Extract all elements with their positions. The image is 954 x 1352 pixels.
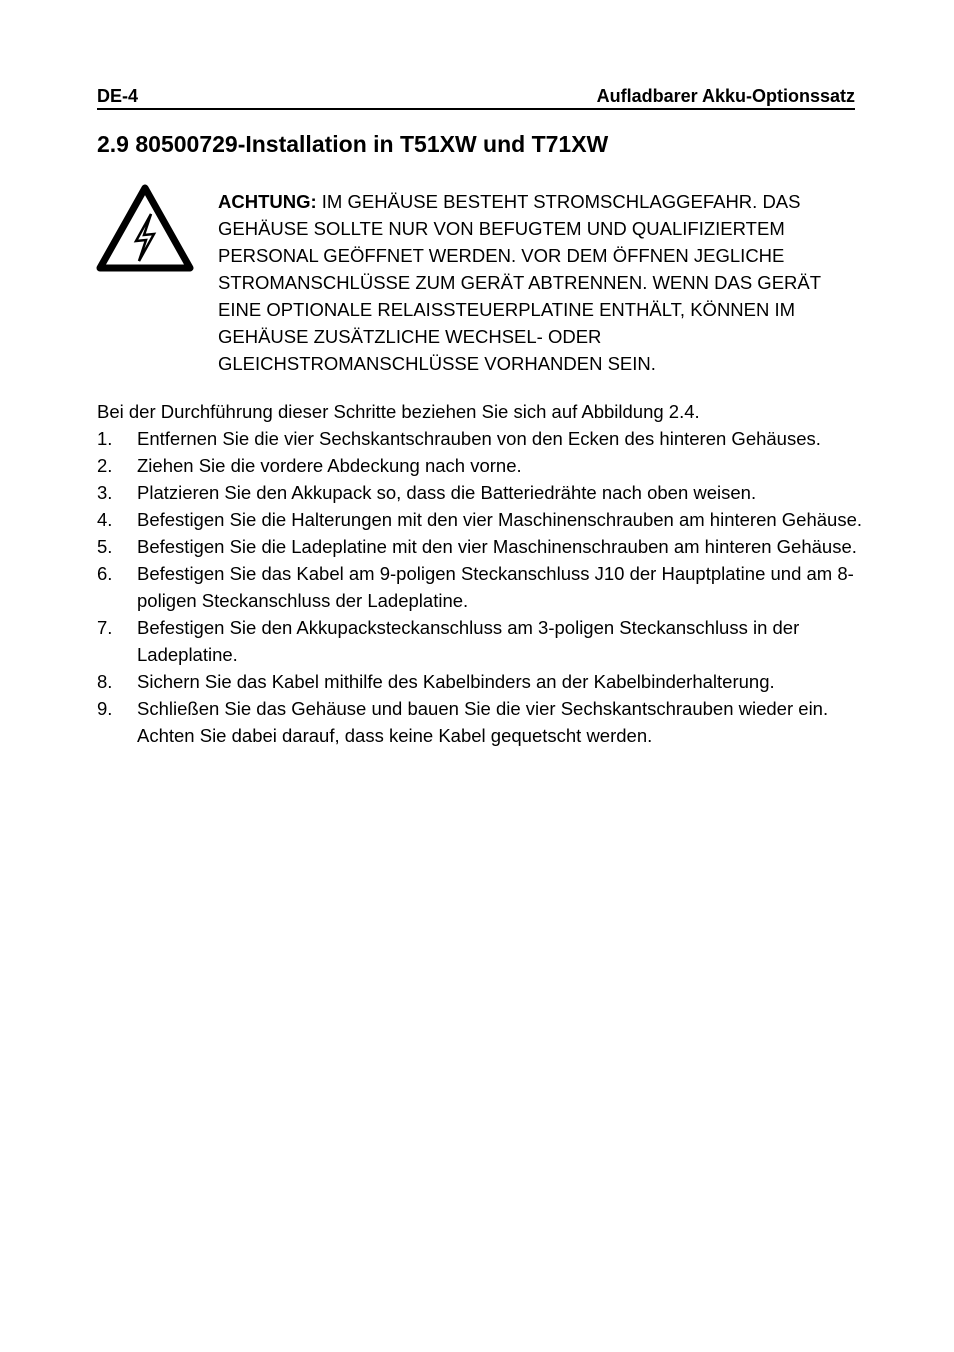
step-number: 4. xyxy=(97,509,113,530)
page-header xyxy=(97,84,855,110)
electrical-hazard-warning-icon xyxy=(95,183,195,273)
step-text: Ziehen Sie die vordere Abdeckung nach vorne. xyxy=(137,455,522,476)
page-number: DE-4 xyxy=(97,86,139,106)
step-text: Platzieren Sie den Akkupack so, dass die Batteriedrähte nach oben weisen. xyxy=(137,482,757,503)
list-item xyxy=(97,533,862,560)
intro-paragraph: Bei der Durchführung dieser Schritte beziehen Sie sich auf Abbildung 2.4. xyxy=(97,401,700,422)
section-title: 2.9 80500729-Installation in T51XW und T71XW xyxy=(97,131,609,157)
step-number: 3. xyxy=(97,482,113,503)
step-text: Befestigen Sie das Kabel am 9-poligen Steckanschluss J10 der Hauptplatine und am 8-poligen Steckanschluss der Ladeplatine. xyxy=(137,563,854,611)
step-number: 2. xyxy=(97,455,113,476)
step-text: Befestigen Sie die Ladeplatine mit den vier Maschinenschrauben am hinteren Gehäuse. xyxy=(137,536,857,557)
step-text: Schließen Sie das Gehäuse und bauen Sie die vier Sechskantschrauben wieder ein. Achten Sie dabei darauf, dass keine Kabel gequetscht werden. xyxy=(137,698,829,746)
step-text: Entfernen Sie die vier Sechskantschrauben von den Ecken des hinteren Gehäuses. xyxy=(137,428,821,449)
step-text: Befestigen Sie die Halterungen mit den vier Maschinenschrauben am hinteren Gehäuse. xyxy=(137,509,863,530)
list-item xyxy=(97,479,862,506)
step-number: 9. xyxy=(97,698,113,719)
step-number: 8. xyxy=(97,671,113,692)
step-number: 7. xyxy=(97,617,113,638)
installation-steps xyxy=(97,425,862,749)
warning-notice xyxy=(218,188,858,377)
step-text: Sichern Sie das Kabel mithilfe des Kabelbinders an der Kabelbinderhalterung. xyxy=(137,671,775,692)
step-text: Befestigen Sie den Akkupacksteckanschluss am 3-poligen Steckanschluss in der Ladeplatine. xyxy=(137,617,800,665)
warning-text: IM GEHÄUSE BESTEHT STROMSCHLAGGEFAHR. DAS GEHÄUSE SOLLTE NUR VON BEFUGTEM UND QUALIFIZIERTEM PERSONAL GEÖFFNET WERDEN. VOR DEM ÖFFNEN JEGLICHE STROMANSCHLÜSSE ZUM GERÄT ABTRENNEN. WENN DAS GERÄT EINE OPTIONALE RELAISSTEUERPLATINE ENTHÄLT, KÖNNEN IM GEHÄUSE ZUSÄTZLICHE WECHSEL- ODER GLEICHSTROMANSCHLÜSSE VORHANDEN SEIN. xyxy=(218,191,821,374)
running-title: Aufladbarer Akku-Optionssatz xyxy=(596,86,855,106)
warning-label: ACHTUNG: xyxy=(218,191,317,212)
list-item xyxy=(97,614,862,668)
step-number: 6. xyxy=(97,563,113,584)
list-item xyxy=(97,695,862,749)
list-item xyxy=(97,506,862,533)
list-item xyxy=(97,560,862,614)
list-item xyxy=(97,668,862,695)
list-item xyxy=(97,452,862,479)
list-item xyxy=(97,425,862,452)
step-number: 5. xyxy=(97,536,113,557)
step-number: 1. xyxy=(97,428,113,449)
